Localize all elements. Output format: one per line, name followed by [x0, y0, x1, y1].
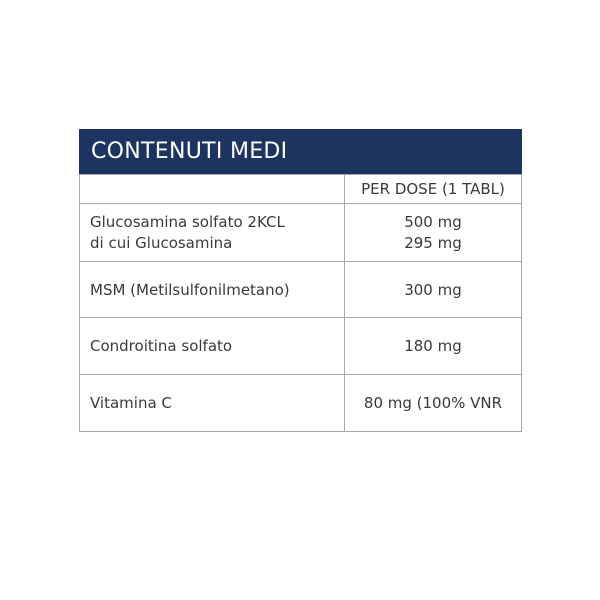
ingredient-name: Glucosamina solfato 2KCL	[90, 212, 285, 231]
table-row	[80, 375, 522, 432]
ingredient-name: Condroitina solfato	[80, 318, 345, 375]
ingredient-value: 300 mg	[345, 262, 522, 318]
ingredient-name: MSM (Metilsulfonilmetano)	[80, 262, 345, 318]
per-dose-header: PER DOSE (1 TABL)	[345, 175, 522, 204]
table-row	[80, 318, 522, 375]
ingredient-value: 180 mg	[345, 318, 522, 375]
table-row	[80, 262, 522, 318]
table-title: CONTENUTI MEDI	[79, 129, 522, 174]
ingredient-value-cell	[345, 204, 522, 262]
empty-header-cell	[80, 175, 345, 204]
ingredient-name: Vitamina C	[80, 375, 345, 432]
ingredient-value: 80 mg (100% VNR	[345, 375, 522, 432]
table-row	[80, 204, 522, 262]
nutrition-table	[79, 174, 522, 432]
column-header-row	[80, 175, 522, 204]
nutrition-table-panel	[79, 129, 522, 432]
ingredient-value: 500 mg	[404, 212, 462, 231]
ingredient-subname: di cui Glucosamina	[90, 233, 233, 252]
ingredient-name-cell	[80, 204, 345, 262]
ingredient-subvalue: 295 mg	[404, 233, 462, 252]
